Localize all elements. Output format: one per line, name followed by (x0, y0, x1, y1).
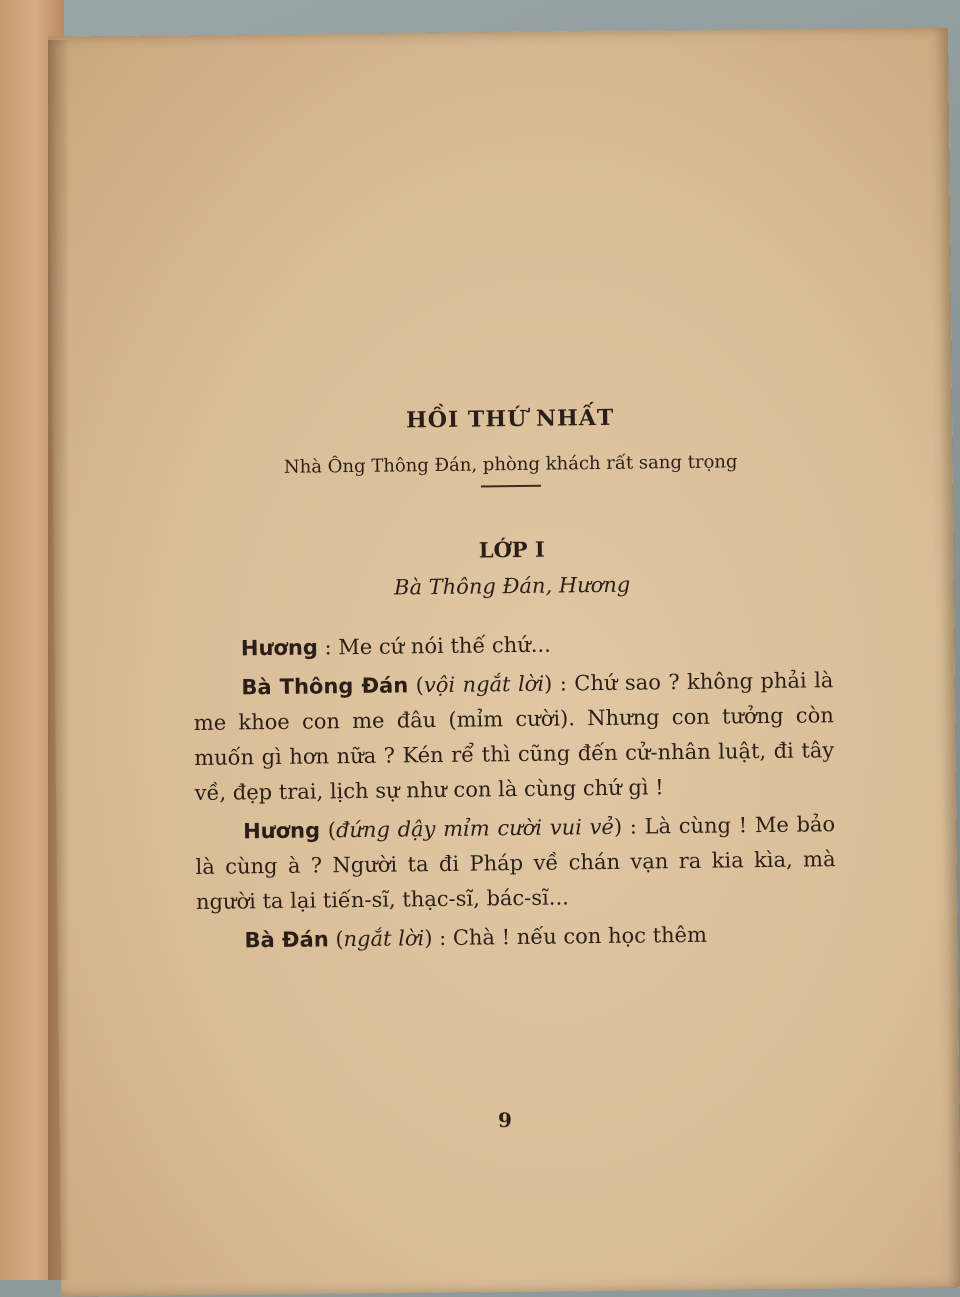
dialogue-text: Me cứ nói thế chứ... (338, 633, 551, 660)
speaker-name: Hương (241, 635, 318, 660)
act-setting: Nhà Ông Thông Đán, phòng khách rất sang trọng (191, 450, 831, 479)
stage-direction: vội ngắt lời (424, 672, 544, 697)
scene-title: LỚP I (192, 533, 832, 566)
dialogue-line (196, 916, 836, 959)
separator: : (318, 635, 339, 659)
page-number: 9 (498, 1108, 512, 1132)
act-title: HỒI THỨ NHẤT (190, 402, 830, 436)
stage-direction: ngắt lời (343, 926, 424, 951)
separator: ( (320, 818, 336, 842)
dialogue-text: Là cùng ! Me bảo là cùng à ? Người ta đi Pháp về chán vạn ra kia kìa, mà người ta lại tiến-sĩ, thạc-sĩ, bác-sĩ... (195, 812, 835, 914)
speaker-name: Hương (243, 818, 320, 843)
page-gutter-shadow (48, 40, 70, 1280)
separator: ) : (614, 814, 645, 838)
stage-direction: đứng dậy mỉm cười vui vẻ (336, 815, 614, 842)
separator: ) : (424, 926, 453, 950)
dialogue-line (195, 807, 836, 920)
separator: ( (408, 673, 424, 697)
separator: ) : (544, 671, 575, 695)
speaker-name: Bà Đán (244, 927, 329, 952)
dialogue-line (193, 624, 833, 667)
dialogue-text: Chà ! nếu con học thêm (453, 923, 707, 950)
page-text-block (190, 402, 837, 963)
section-divider (481, 485, 541, 488)
scene-characters: Bà Thông Đán, Hương (192, 570, 832, 602)
dialogue-text: Chứ sao ? không phải là me khoe con me đâu (mỉm cười). Nhưng con tưởng còn muốn gì hơn nữa ? Kén rể thì cũng đến cử-nhân luật, đi tây về, đẹp trai, lịch sự như con là cùng chứ gì ! (194, 668, 835, 805)
dialogue-line (193, 663, 835, 811)
speaker-name: Bà Thông Đán (241, 673, 408, 699)
separator: ( (329, 927, 344, 951)
